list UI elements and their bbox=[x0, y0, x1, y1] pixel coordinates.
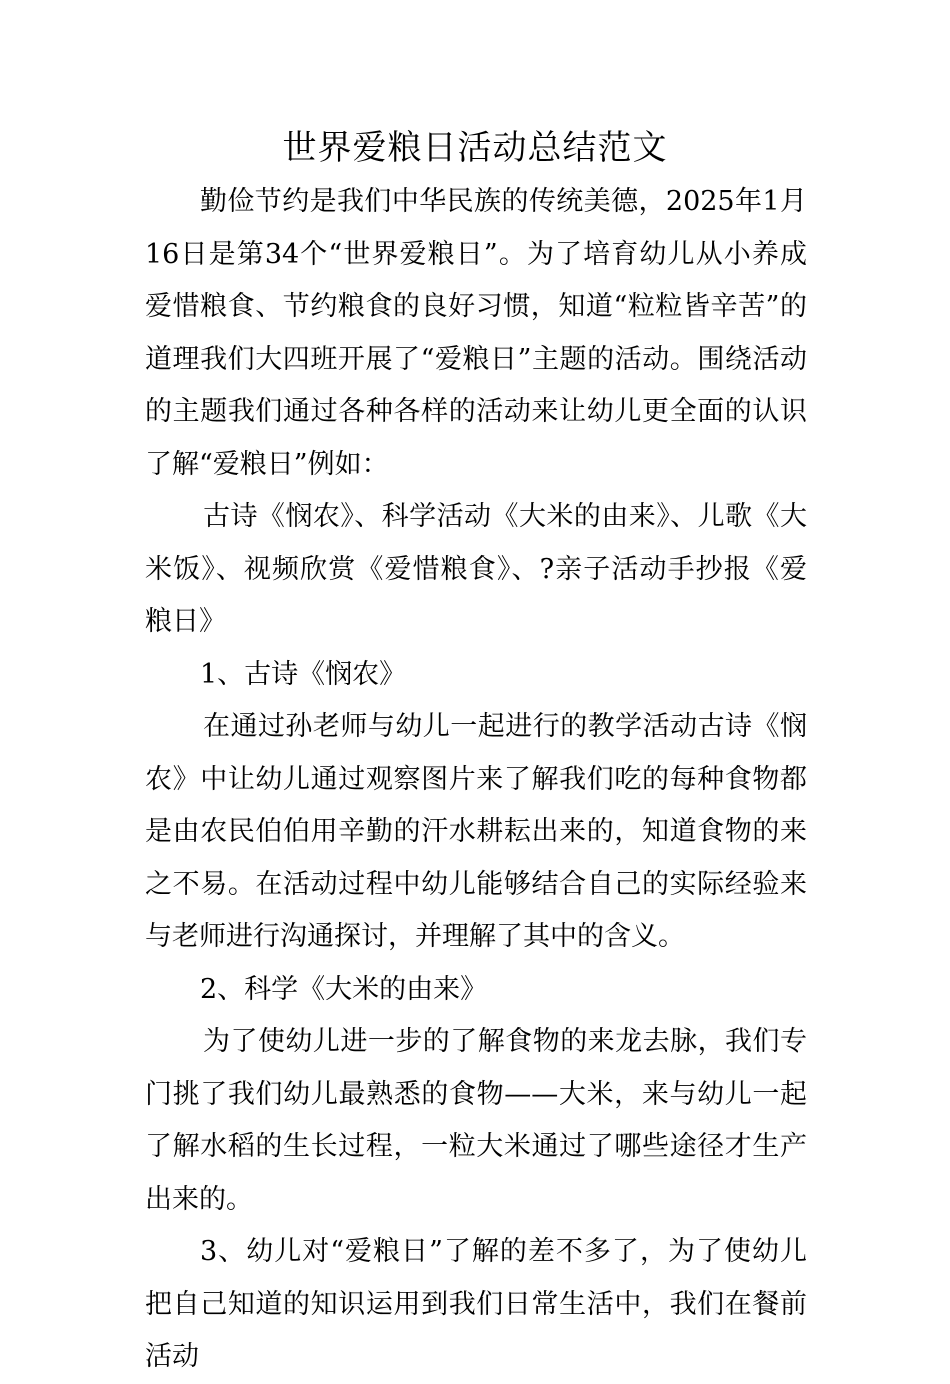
paragraph-activity-list: 古诗《悯农》、科学活动《大米的由来》、儿歌《大米饭》、视频欣赏《爱惜粮食》、?亲子活动手抄报《爱粮日》 bbox=[145, 501, 807, 637]
paragraph-daily-life: 3、幼儿对“爱粮日”了解的差不多了，为了使幼儿把自己知道的知识运用到我们日常生活中，我们在餐前活动 bbox=[145, 1236, 807, 1372]
paragraph-poem: 在通过孙老师与幼儿一起进行的教学活动古诗《悯农》中让幼儿通过观察图片来了解我们吃的每种食物都是由农民伯伯用辛勤的汗水耕耘出来的，知道食物的来之不易。在活动过程中幼儿能够结合自己的实际经验来与老师进行沟通探讨，并理解了其中的含义。 bbox=[145, 711, 807, 952]
paragraph-intro: 勤俭节约是我们中华民族的传统美德，2025年1月16日是第34个“世界爱粮日”。为了培育幼儿从小养成爱惜粮食、节约粮食的良好习惯，知道“粒粒皆辛苦”的道理我们大四班开展了“爱粮日”主题的活动。围绕活动的主题我们通过各种各样的活动来让幼儿更全面的认识了解“爱粮日”例如： bbox=[145, 186, 807, 480]
document-body bbox=[145, 176, 807, 1384]
document-title: 世界爱粮日活动总结范文 bbox=[282, 128, 668, 168]
section-heading-science: 2、科学《大米的由来》 bbox=[200, 973, 488, 1005]
section-heading-poem: 1、古诗《悯农》 bbox=[200, 658, 407, 690]
paragraph-science: 为了使幼儿进一步的了解食物的来龙去脉，我们专门挑了我们幼儿最熟悉的食物——大米，来与幼儿一起了解水稻的生长过程，一粒大米通过了哪些途径才生产出来的。 bbox=[145, 1026, 807, 1215]
